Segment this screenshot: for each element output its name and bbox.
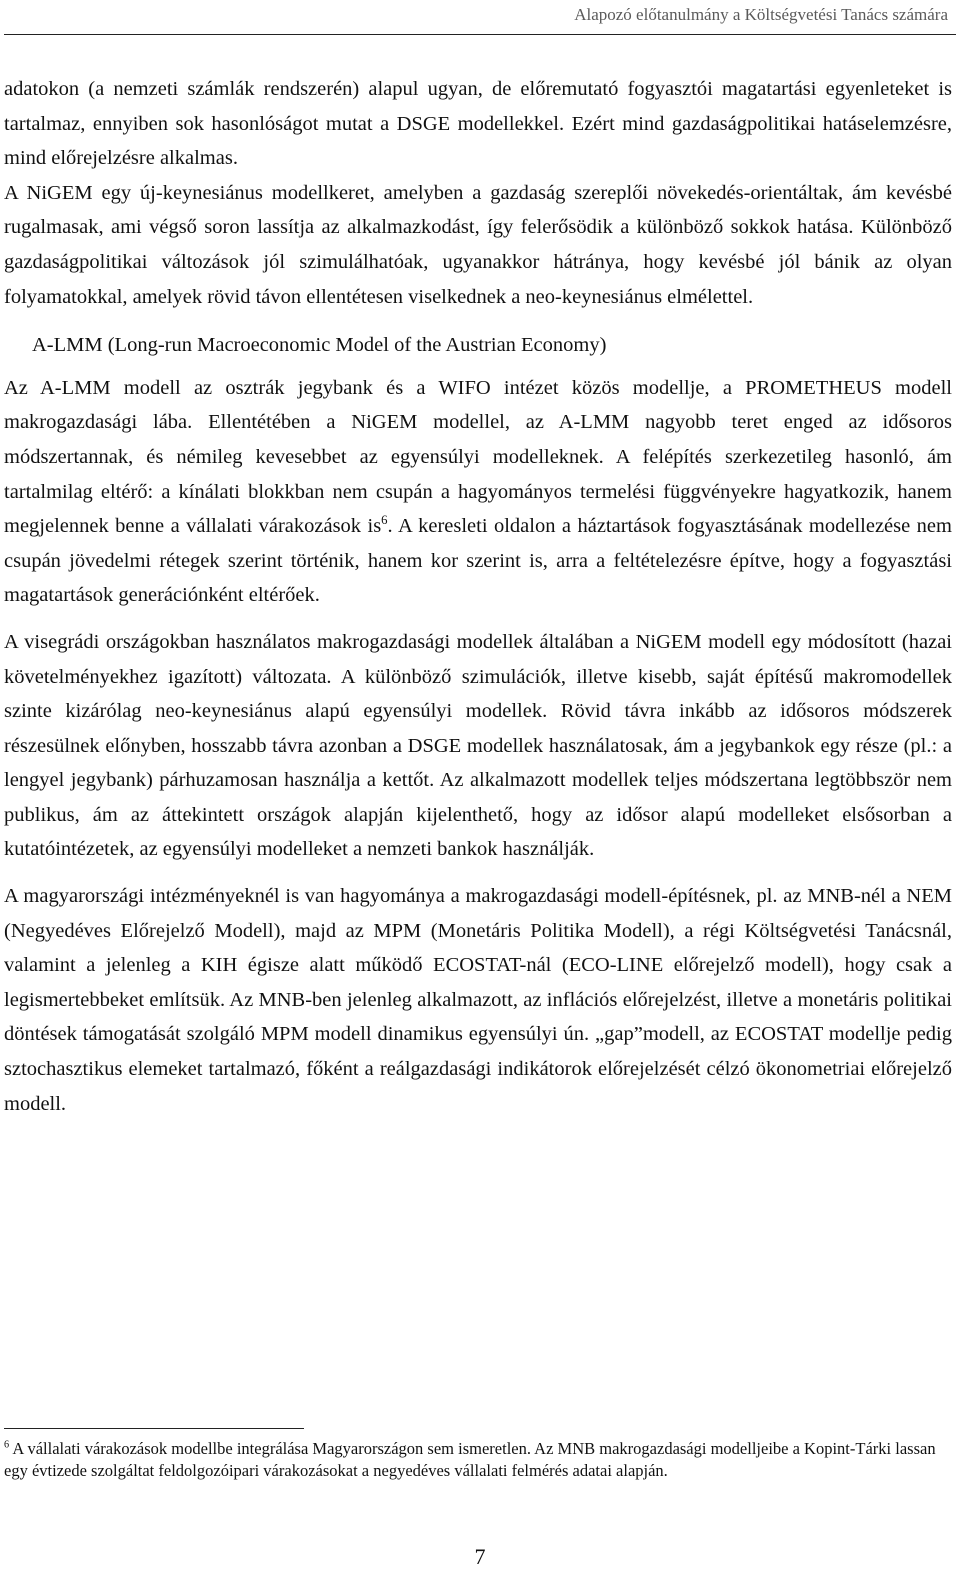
- running-header: Alapozó előtanulmány a Költségvetési Tanács számára: [574, 5, 948, 24]
- document-body: [4, 72, 952, 1121]
- footnote-divider: [4, 1428, 304, 1429]
- paragraph-a-lmm: [4, 371, 952, 613]
- footnote-reference[interactable]: 6: [381, 513, 388, 528]
- paragraph-nigem: A NiGEM egy új-keynesiánus modellkeret, amelyben a gazdaság szereplői növekedés-orientáltak, ám kevésbé rugalmasak, ami végső soron lassítja az alkalmazkodást, így felerősödik a különböző sokkok hatása. Különböző gazdaságpolitikai változások jól szimulálhatóak, ugyanakkor hátránya, hogy kevésbé jól bánik az olyan folyamatokkal, amelyek rövid távon ellentétesen viselkednek a neo-keynesiánus elmélettel.: [4, 181, 952, 308]
- footnote: [4, 1438, 944, 1482]
- section-heading-a-lmm: A-LMM (Long-run Macroeconomic Model of the Austrian Economy): [32, 334, 607, 357]
- paragraph-a-lmm-text-1: Az A-LMM modell az osztrák jegybank és a WIFO intézet közös modellje, a PROMETHEUS modell makrogazdasági lába. Ellentétében a NiGEM modellel, az A-LMM nagyobb teret enged az idősoros módszertannak, és némileg kevesebbet az egyensúlyi modelleknek. A felépítés szerkezetileg hasonló, ám tartalmilag eltérő: a kínálati blokkban nem csupán a hagyományos termelési függvényekre hagyatkozik, hanem megjelennek benne a vállalati várakozások is: [4, 376, 952, 538]
- footnote-text: A vállalati várakozások modellbe integrálása Magyarországon sem ismeretlen. Az MNB makrogazdasági modelljeibe a Kopint-Tárki lassan egy évtizede szolgáltat feldolgozóipari várakozásokat a negyedéves vállalati felmérés adatai alapján.: [4, 1439, 936, 1480]
- paragraph-visegrad: A visegrádi országokban használatos makrogazdasági modellek általában a NiGEM modell egy módosított (hazai követelményekhez igazított) változata. A különböző szimulációk, illetve kisebb, saját építésű makromodellek szinte kizárólag neo-keynesiánus alapú egyensúlyi modellek. Rövid távra inkább az idősoros módszerek részesülnek előnyben, hosszabb távra azonban a DSGE modellek használatosak, ám a jegybankok egy része (pl.: a lengyel jegybank) párhuzamosan használja a kettőt. Az alkalmazott modellek teljes módszertana legtöbbször nem publikus, ám az áttekintett országok alapján kijelenthető, hogy az idősor alapú modelleket elsősorban a kutatóintézetek, az egyensúlyi modelleket a nemzeti bankok használják.: [4, 630, 952, 861]
- paragraph-a-lmm-text-2: . A keresleti oldalon a háztartások fogyasztásának modellezése nem csupán jövedelmi rétegek szerint történik, hanem kor szerint is, arra a feltételezésre építve, hogy a fogyasztási magatartások generációnként eltérőek.: [4, 515, 952, 607]
- footnote-number: 6: [4, 1439, 10, 1451]
- page-number: 7: [474, 1544, 486, 1569]
- paragraph-hungary: A magyarországi intézményeknél is van hagyománya a makrogazdasági modell-építésnek, pl. az MNB-nél a NEM (Negyedéves Előrejelző Modell), majd az MPM (Monetáris Politika Modell), a régi Költségvetési Tanácsnál, valamint a jelenleg a KIH égisze alatt működő ECOSTAT-nál (ECO-LINE előrejelző modell), hogy csak a legismertebbeket említsük. Az MNB-ben jelenleg alkalmazott, az inflációs előrejelzést, illetve a monetáris politikai döntések támogatását szolgáló MPM modell dinamikus egyensúlyi ún. „gap”modell, az ECOSTAT modellje pedig sztochasztikus elemeket tartalmazó, főként a reálgazdasági indikátorok előrejelzését célzó ökonometriai előrejelző modell.: [4, 885, 952, 1115]
- paragraph-continuation: adatokon (a nemzeti számlák rendszerén) alapul ugyan, de előremutató fogyasztói magatartási egyenleteket is tartalmaz, ennyiben sok hasonlóságot mutat a DSGE modellekkel. Ezért mind gazdaságpolitikai hatáselemzésre, mind előrejelzésre alkalmas.: [4, 78, 952, 170]
- header-divider: [4, 34, 956, 35]
